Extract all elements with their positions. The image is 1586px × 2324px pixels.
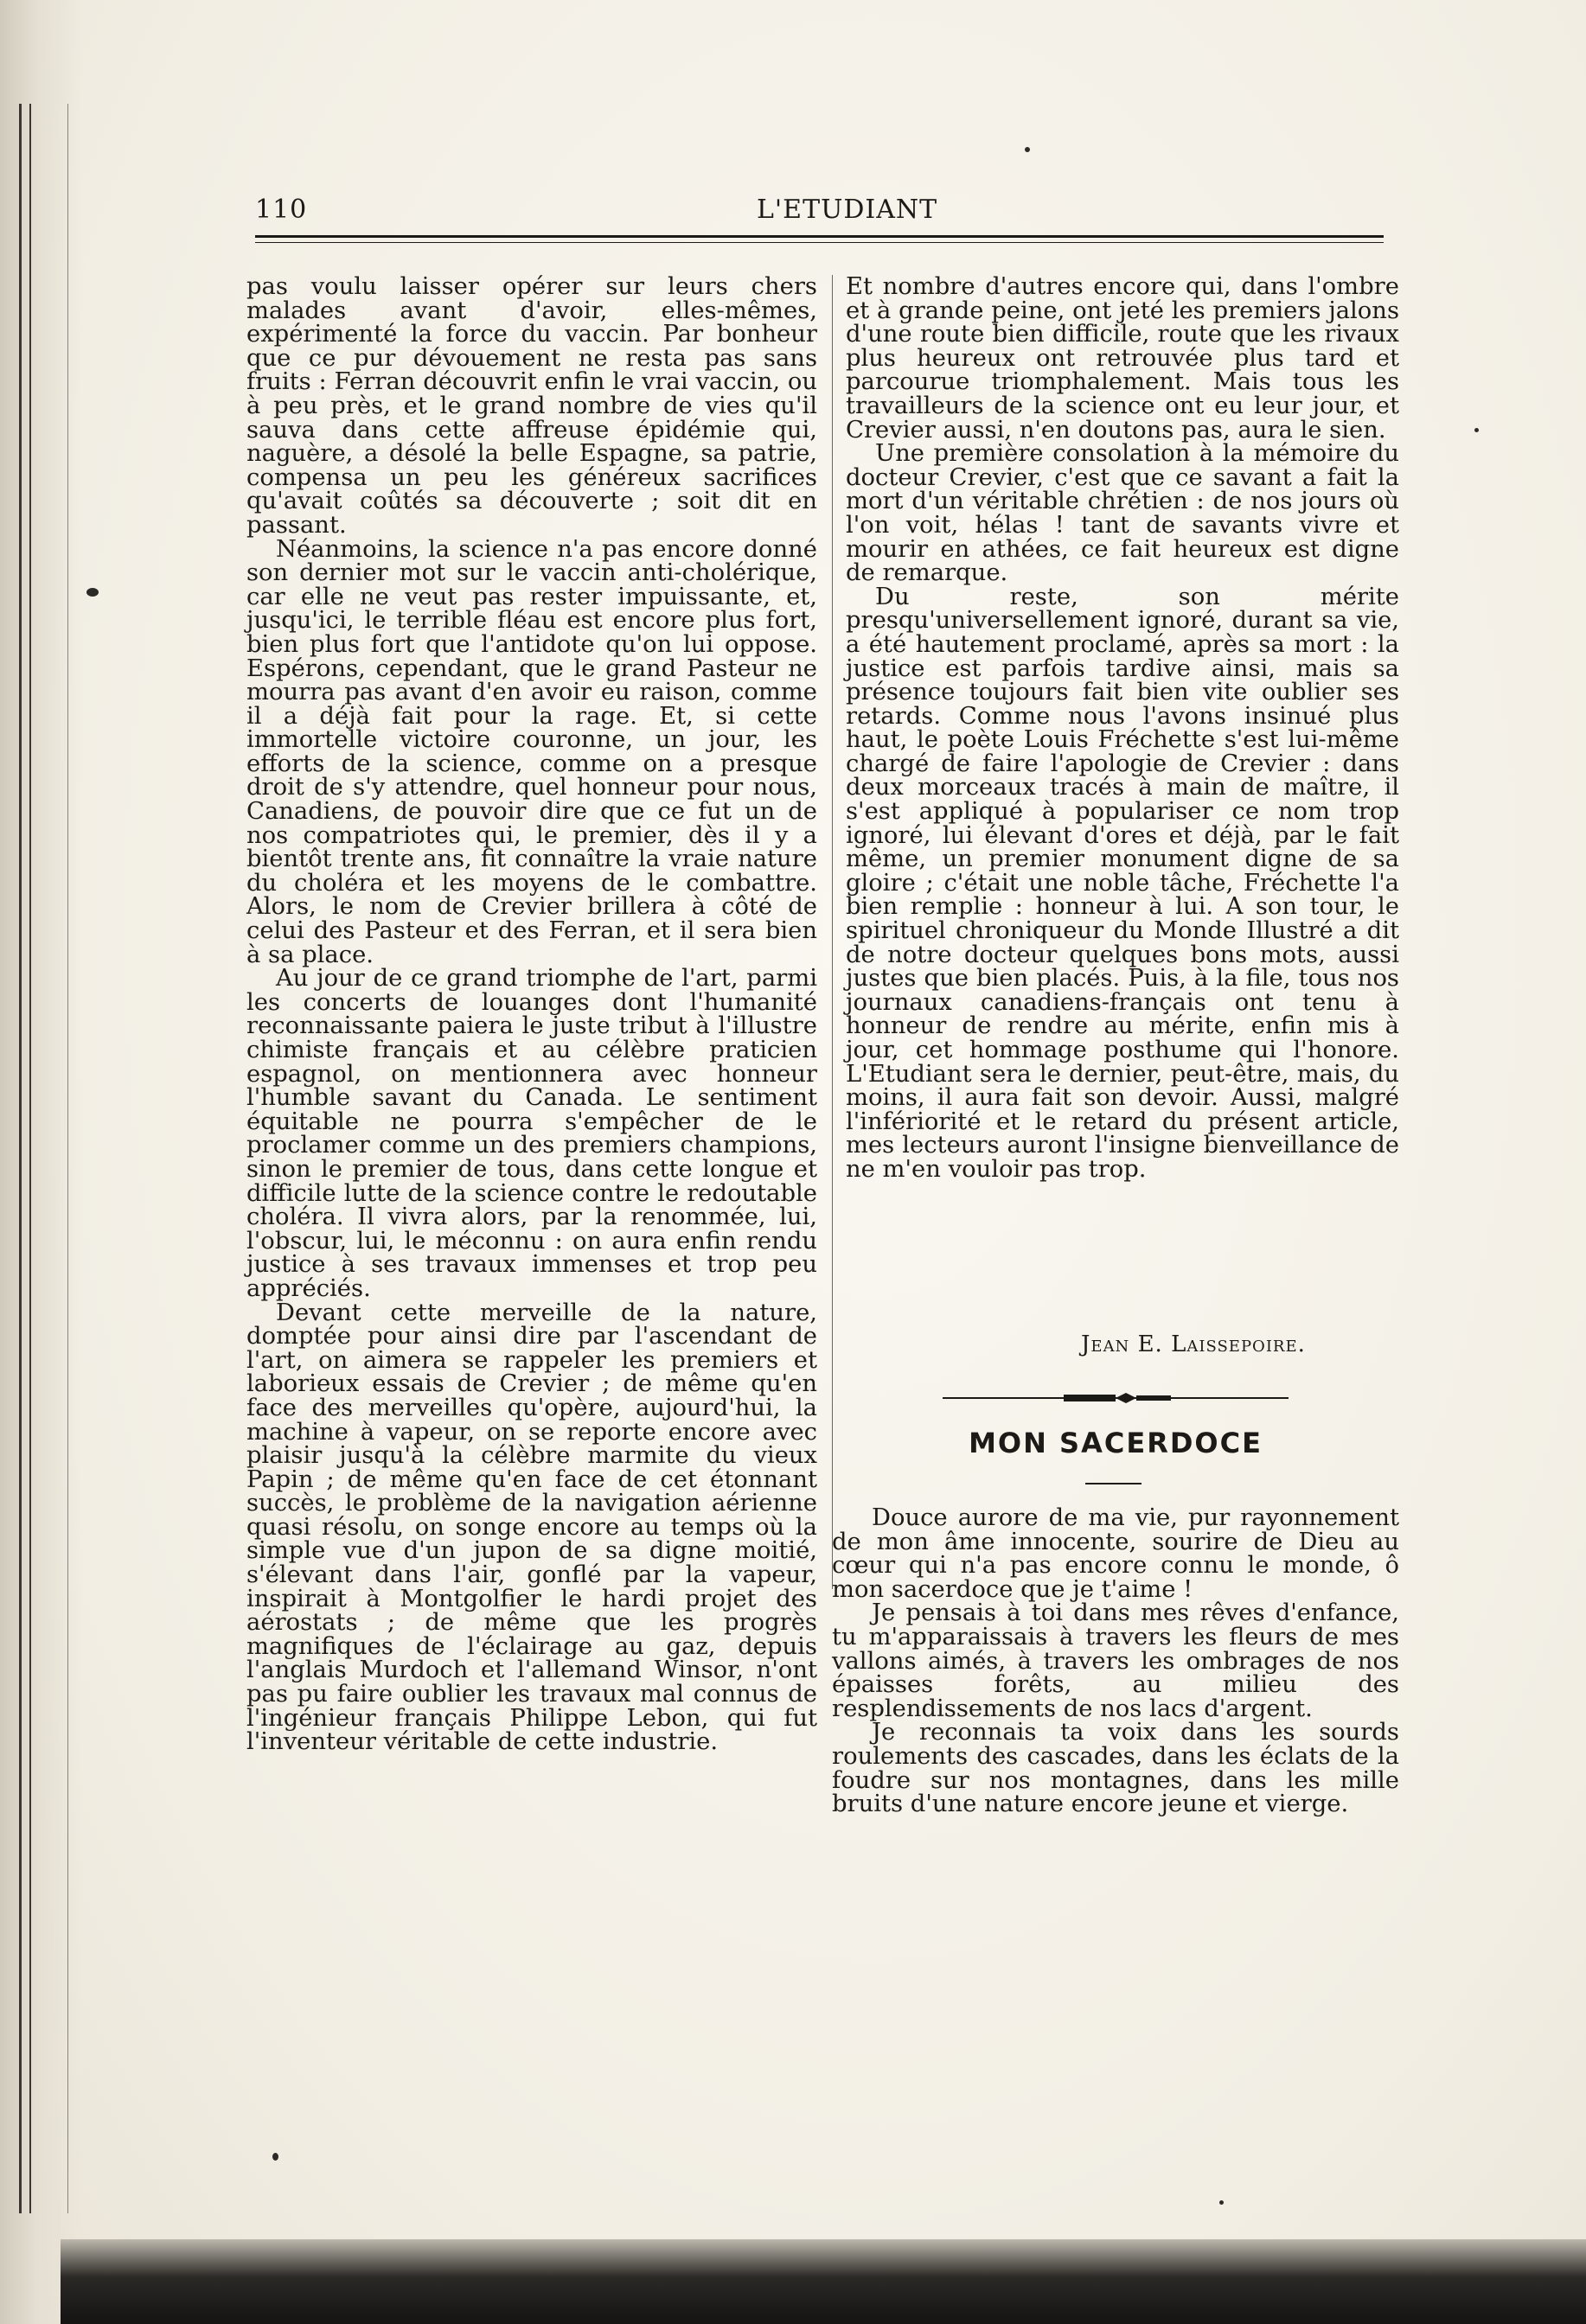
ink-speck bbox=[1474, 428, 1479, 432]
right-column bbox=[846, 275, 1399, 1182]
paragraph: Devant cette merveille de la nature, domptée pour ainsi dire par l'ascendant de l'art, on aimera se rappeler les premiers et laborieux essais de Crevier ; de même qu'en face des merveilles qu'opère, aujourd'hui, la machine à vapeur, on se reporte encore avec plaisir jusqu'à la célèbre marmite du vieux Papin ; de même qu'en face de cet étonnant succès, le problème de la navigation aérienne quasi résolu, on songe encore au temps où la simple vue d'un jupon de sa digne moitié, s'élevant dans l'air, gonflé par la vapeur, inspirait à Montgolfier le hardi projet des aérostats ; de même que les progrès magnifiques de l'éclairage au gaz, depuis l'anglais Murdoch et l'allemand Winsor, n'ont pas pu faire oublier les travaux mal connus de l'ingénieur français Philippe Lebon, qui fut l'inventeur véritable de cette industrie. bbox=[246, 1299, 817, 1756]
binding-line bbox=[67, 104, 68, 2213]
paragraph: Néanmoins, la science n'a pas encore donné son dernier mot sur le vaccin anti-cholérique, car elle ne veut pas rester impuissante, et, jusqu'ici, le terrible fléau est encore plus fort, bien plus fort que l'antidote qu'on lui oppose. Espérons, cependant, que le grand Pasteur ne mourra pas avant d'en avoir eu raison, comme il a déjà fait pour la rage. Et, si cette immortelle victoire couronne, un jour, les efforts de la science, comme on a presque droit de s'y attendre, quel honneur pour nous, Canadiens, de pouvoir dire que ce fut un de nos compatriotes qui, le premier, dès il y a bientôt trente ans, fit connaître la vraie nature du choléra et les moyens de le combattre. Alors, le nom de Crevier brillera à côté de celui des Pasteur et des Ferran, et il sera bien à sa place. bbox=[246, 535, 817, 968]
poem-paragraph: Je pensais à toi dans mes rêves d'enfance, tu m'apparaissais à travers les fleurs de mes vallons aimés, à travers les ombrages de nos épaisses forêts, au milieu des resplendissements de nos lacs d'argent. bbox=[832, 1599, 1399, 1722]
poem-paragraph: Je reconnais ta voix dans les sourds roulements des cascades, dans les éclats de la foudre sur nos montagnes, dans les mille bruits d'une nature encore jeune et vierge. bbox=[832, 1719, 1399, 1818]
paragraph: Du reste, son mérite presqu'universellement ignoré, durant sa vie, a été hautement proclamé, après sa mort : la justice est parfois tardive ainsi, mais sa présence toujours fait bien vite oublier ses retards. Comme nous l'avons insinué plus haut, le poète Louis Fréchette s'est lui-même chargé de faire l'apologie de Crevier : dans deux morceaux tracés à main de maître, il s'est appliqué à populariser ce nom trop ignoré, lui élevant d'ores et déjà, par le fait même, un premier monument digne de sa gloire ; c'était une noble tâche, Fréchette l'a bien remplie : honneur à lui. A son tour, le spirituel chroniqueur du Monde Illustré a dit de notre docteur quelques bons mots, aussi justes que bien placés. Puis, à la file, tous nos journaux canadiens-français ont tenu à honneur de rendre au mérite, enfin mis à jour, cet hommage posthume qui l'honore. L'Etudiant sera le dernier, peut-être, mais, du moins, il aura fait son devoir. Aussi, malgré l'infériorité et le retard du présent article, mes lecteurs auront l'insigne bienveillance de ne m'en vouloir pas trop. bbox=[846, 583, 1399, 1183]
page-number: 110 bbox=[255, 195, 308, 225]
section-ornament bbox=[943, 1392, 1289, 1404]
ink-speck bbox=[1025, 147, 1030, 152]
ink-speck bbox=[86, 588, 99, 597]
scan-bottom-shadow bbox=[61, 2239, 1586, 2324]
paragraph: Et nombre d'autres encore qui, dans l'ombre et à grande peine, ont jeté les premiers jalons d'une route bien difficile, route que les rivaux plus heureux ont retrouvée plus tard et parcourue triomphalement. Mais tous les travailleurs de la science ont eu leur jour, et Crevier aussi, n'en doutons pas, aura le sien. bbox=[846, 273, 1399, 444]
header-rule bbox=[255, 235, 1384, 243]
section-title: MON SACERDOCE bbox=[969, 1427, 1263, 1459]
paragraph: Une première consolation à la mémoire du docteur Crevier, c'est que ce savant a fait la mort d'un véritable chrétien : de nos jours où l'on voit, hélas ! tant de savants vivre et mourir en athées, ce fait heureux est digne de remarque. bbox=[846, 440, 1399, 587]
title-rule bbox=[1085, 1483, 1142, 1484]
binding-line bbox=[29, 104, 31, 2213]
page-header bbox=[255, 195, 1384, 229]
poem-text bbox=[832, 1506, 1399, 1816]
paragraph: Au jour de ce grand triomphe de l'art, parmi les concerts de louanges dont l'humanité reconnaissante paiera le juste tribut à l'illustre chimiste français et au célèbre praticien espagnol, on mentionnera avec honneur l'humble savant du Canada. Le sentiment équitable ne pourra s'empêcher de le proclamer comme un des premiers champions, sinon le premier de tous, dans cette longue et difficile lutte de la science contre le redoutable choléra. Il vivra alors, par la renommée, lui, l'obscur, lui, le méconnu : on aura enfin rendu justice à ses travaux immenses et trop peu appréciés. bbox=[246, 965, 817, 1302]
paragraph: pas voulu laisser opérer sur leurs chers malades avant d'avoir, elles-mêmes, expérimenté la force du vaccin. Par bonheur que ce pur dévouement ne resta pas sans fruits : Ferran découvrit enfin le vrai vaccin, ou à peu près, et le grand nombre de vies qu'il sauva dans cette affreuse épidémie qui, naguère, a désolé la belle Espagne, sa patrie, compensa un peu les généreux sacrifices qu'avait coûtés sa découverte ; soit dit en passant. bbox=[246, 273, 817, 539]
ink-speck bbox=[1219, 2200, 1224, 2205]
binding-line bbox=[19, 104, 22, 2213]
column-divider bbox=[832, 275, 833, 1589]
page-binding-edge bbox=[0, 0, 82, 2324]
running-title: L'ETUDIANT bbox=[757, 195, 938, 225]
author-signature: Jean E. Laissepoire. bbox=[1081, 1331, 1306, 1357]
poem-paragraph: Douce aurore de ma vie, pur rayonnement de mon âme innocente, sourire de Dieu au cœur qui n'a pas encore connu le monde, ô mon sacerdoce que je t'aime ! bbox=[832, 1504, 1399, 1603]
left-column bbox=[246, 275, 817, 1754]
ink-speck bbox=[272, 2153, 278, 2161]
